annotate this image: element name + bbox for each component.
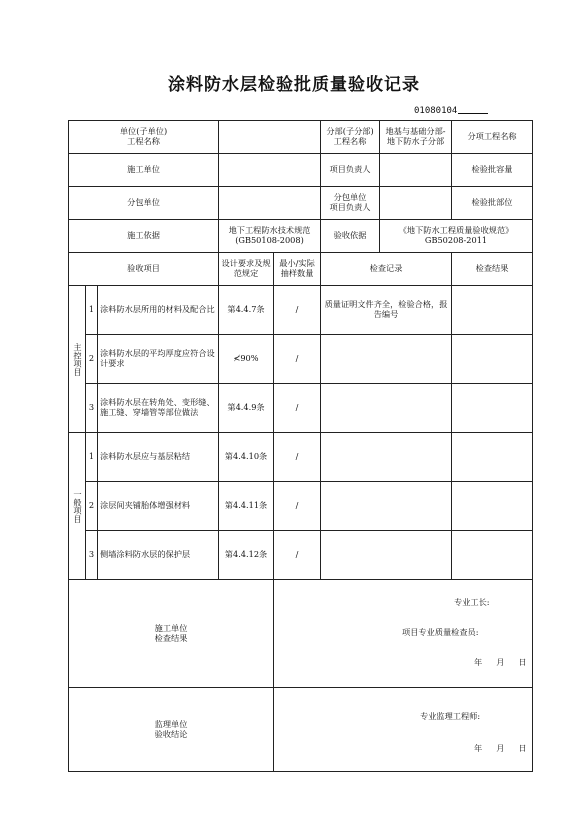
batch-capacity-label: 检验批容量 [452,154,533,187]
spec-clause: 第4.4.12条 [219,531,274,580]
supervisor-date[interactable] [474,744,527,754]
col-spec-header: 设计要求及规范规定 [219,253,274,286]
table-row [69,482,533,531]
foreman-label: 专业工长: [454,597,490,607]
sample-count: / [274,531,321,580]
unit-name-label: 单位(子单位) 工程名称 [69,121,219,154]
item-description: 涂料防水层应与基层粘结 [98,433,219,482]
item-description: 涂料防水层所用的材料及配合比 [98,286,219,335]
check-result[interactable] [452,531,533,580]
check-record[interactable] [321,433,452,482]
spec-clause: 第4.4.10条 [219,433,274,482]
date-day: 日 [518,657,527,667]
acceptance-record-table [68,120,533,772]
spec-clause: 第4.4.7条 [219,286,274,335]
item-description: 涂料防水层在转角处、变形缝、施工缝、穿墙管等部位做法 [98,384,219,433]
col-record-header: 检查记录 [321,253,452,286]
row-number: 1 [86,433,98,482]
contractor-date[interactable] [474,658,527,668]
date-year: 年 [474,743,483,753]
item-description: 涂料防水层的平均厚度应符合设计要求 [98,335,219,384]
acceptance-basis-value: 《地下防水工程质量验收规范》GB50208-2011 [380,220,533,253]
sample-count: / [274,335,321,384]
date-month: 月 [496,743,505,753]
row-number: 2 [86,335,98,384]
sample-count: / [274,286,321,335]
column-header-row [69,253,533,286]
table-row [69,433,533,482]
contractor-label: 施工单位 [69,154,219,187]
main-control-section-label: 主控项目 [69,286,86,433]
subcontractor-value[interactable] [219,187,321,220]
subdivision-name-label: 分部(子分部) 工程名称 [321,121,380,154]
check-result[interactable] [452,384,533,433]
sub-project-manager-value[interactable] [380,187,452,220]
subcontractor-label: 分包单位 [69,187,219,220]
sample-count: / [274,384,321,433]
date-day: 日 [518,743,527,753]
subdivision-name-value: 地基与基础分部-地下防水子分部 [380,121,452,154]
check-record[interactable] [321,384,452,433]
spec-clause: 第4.4.11条 [219,482,274,531]
general-section-label: 一般项目 [69,433,86,580]
header-row-subcontractor [69,187,533,220]
header-row-project [69,121,533,154]
table-row [69,286,533,335]
record-code-blank[interactable] [458,113,488,114]
sample-count: / [274,433,321,482]
row-number: 3 [86,384,98,433]
supervisor-check-signature-area[interactable] [274,688,533,772]
col-item-header: 验收项目 [69,253,219,286]
unit-name-value[interactable] [219,121,321,154]
check-result[interactable] [452,335,533,384]
check-result[interactable] [452,433,533,482]
date-year: 年 [474,657,483,667]
item-description: 涂层间夹铺胎体增强材料 [98,482,219,531]
spec-clause: ≮90% [219,335,274,384]
spec-clause: 第4.4.9条 [219,384,274,433]
construction-basis-value: 地下工程防水技术规范(GB50108-2008) [219,220,321,253]
sample-count: / [274,482,321,531]
check-result[interactable] [452,482,533,531]
check-result[interactable] [452,286,533,335]
header-row-basis [69,220,533,253]
check-record[interactable] [321,531,452,580]
supervisor-check-row [69,688,533,772]
check-record[interactable]: 质量证明文件齐全，检验合格，报告编号 [321,286,452,335]
contractor-check-row [69,580,533,688]
project-manager-label: 项目负责人 [321,154,380,187]
table-row [69,335,533,384]
subitem-name-label: 分项工程名称 [452,121,533,154]
project-manager-value[interactable] [380,154,452,187]
page-title: 涂料防水层检验批质量验收记录 [168,75,420,95]
check-record[interactable] [321,482,452,531]
contractor-value[interactable] [219,154,321,187]
quality-inspector-label: 项目专业质量检查员: [402,627,479,637]
record-code [414,106,488,116]
header-row-contractor [69,154,533,187]
col-sample-header: 最小/实际抽样数量 [274,253,321,286]
row-number: 3 [86,531,98,580]
sub-project-manager-label: 分包单位 项目负责人 [321,187,380,220]
item-description: 侧墙涂料防水层的保护层 [98,531,219,580]
table-row [69,384,533,433]
acceptance-basis-label: 验收依据 [321,220,380,253]
col-result-header: 检查结果 [452,253,533,286]
row-number: 1 [86,286,98,335]
row-number: 2 [86,482,98,531]
construction-basis-label: 施工依据 [69,220,219,253]
table-row [69,531,533,580]
contractor-check-signature-area[interactable] [274,580,533,688]
date-month: 月 [496,657,505,667]
check-record[interactable] [321,335,452,384]
supervisor-check-label: 监理单位 验收结论 [69,688,274,772]
contractor-check-label: 施工单位 检查结果 [69,580,274,688]
batch-location-label: 检验批部位 [452,187,533,220]
supervising-engineer-label: 专业监理工程师: [420,711,481,721]
record-code-value: 01080104 [414,106,458,116]
